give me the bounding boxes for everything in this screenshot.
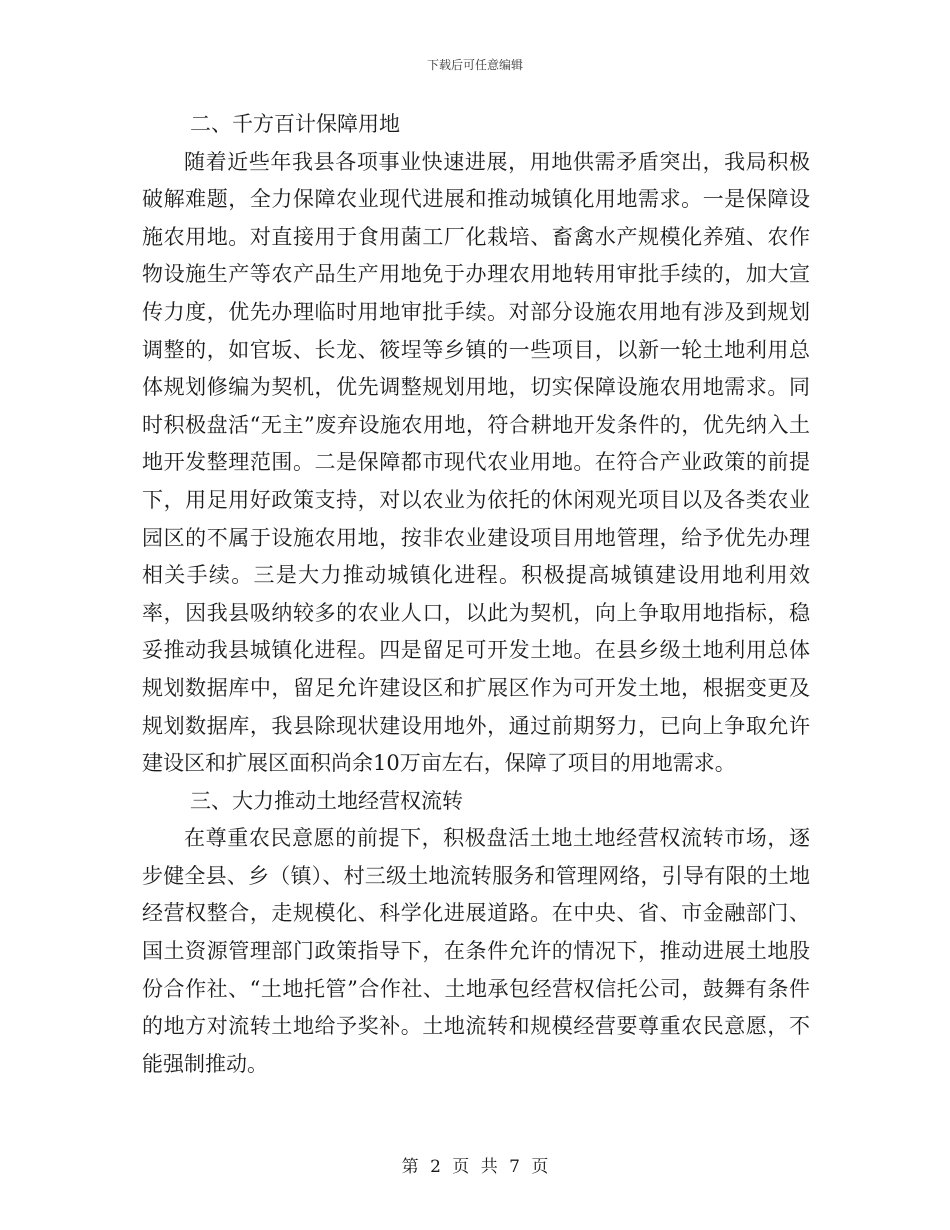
section-paragraph: 在尊重农民意愿的前提下，积极盘活土地土地经营权流转市场，逐步健全县、乡（镇）、村三级土地流转服务和管理网络，引导有限的土地经营权整合，走规模化、科学化进展道路。在中央、省、市金融部门、国土资源管理部门政策指导下，在条件允许的情况下，推动进展土地股份合作社、“土地托管”合作社、土地承包经营权信托公司，鼓舞有条件的地方对流转土地给予奖补。土地流转和规模经营要尊重农民意愿，不能强制推动。 <box>142 826 810 1076</box>
document-body <box>142 106 810 1083</box>
section-heading: 二、千方百计保障用地 <box>190 112 400 136</box>
page-number: 第 2 页 共 7 页 <box>401 1157 549 1177</box>
section-heading: 三、大力推动土地经营权流转 <box>190 788 463 813</box>
page-header: 下载后可任意编辑 <box>426 58 523 72</box>
section-paragraph: 随着近些年我县各项事业快速进展，用地供需矛盾突出，我局积极破解难题，全力保障农业现代进展和推动城镇化用地需求。一是保障设施农用地。对直接用于食用菌工厂化栽培、畜禽水产规模化养殖、农作物设施生产等农产品生产用地免于办理农用地转用审批手续的，加大宣传力度，优先办理临时用地审批手续。对部分设施农用地有涉及到规划调整的，如官坂、长龙、筱埕等乡镇的一些项目，以新一轮土地利用总体规划修编为契机，优先调整规划用地，切实保障设施农用地需求。同时积极盘活“无主”废弃设施农用地，符合耕地开发条件的，优先纳入土地开发整理范围。二是保障都市现代农业用地。在符合产业政策的前提下，用足用好政策支持，对以农业为依托的休闲观光项目以及各类农业园区的不属于设施农用地，按非农业建设项目用地管理，给予优先办理相关手续。三是大力推动城镇化进程。积极提高城镇建设用地利用效率，因我县吸纳较多的农业人口，以此为契机，向上争取用地指标，稳妥推动我县城镇化进程。四是留足可开发土地。在县乡级土地利用总体规划数据库中，留足允许建设区和扩展区作为可开发土地，根据变更及规划数据库，我县除现状建设用地外，通过前期努力，已向上争取允许建设区和扩展区面积尚余10万亩左右，保障了项目的用地需求。 <box>142 149 810 776</box>
